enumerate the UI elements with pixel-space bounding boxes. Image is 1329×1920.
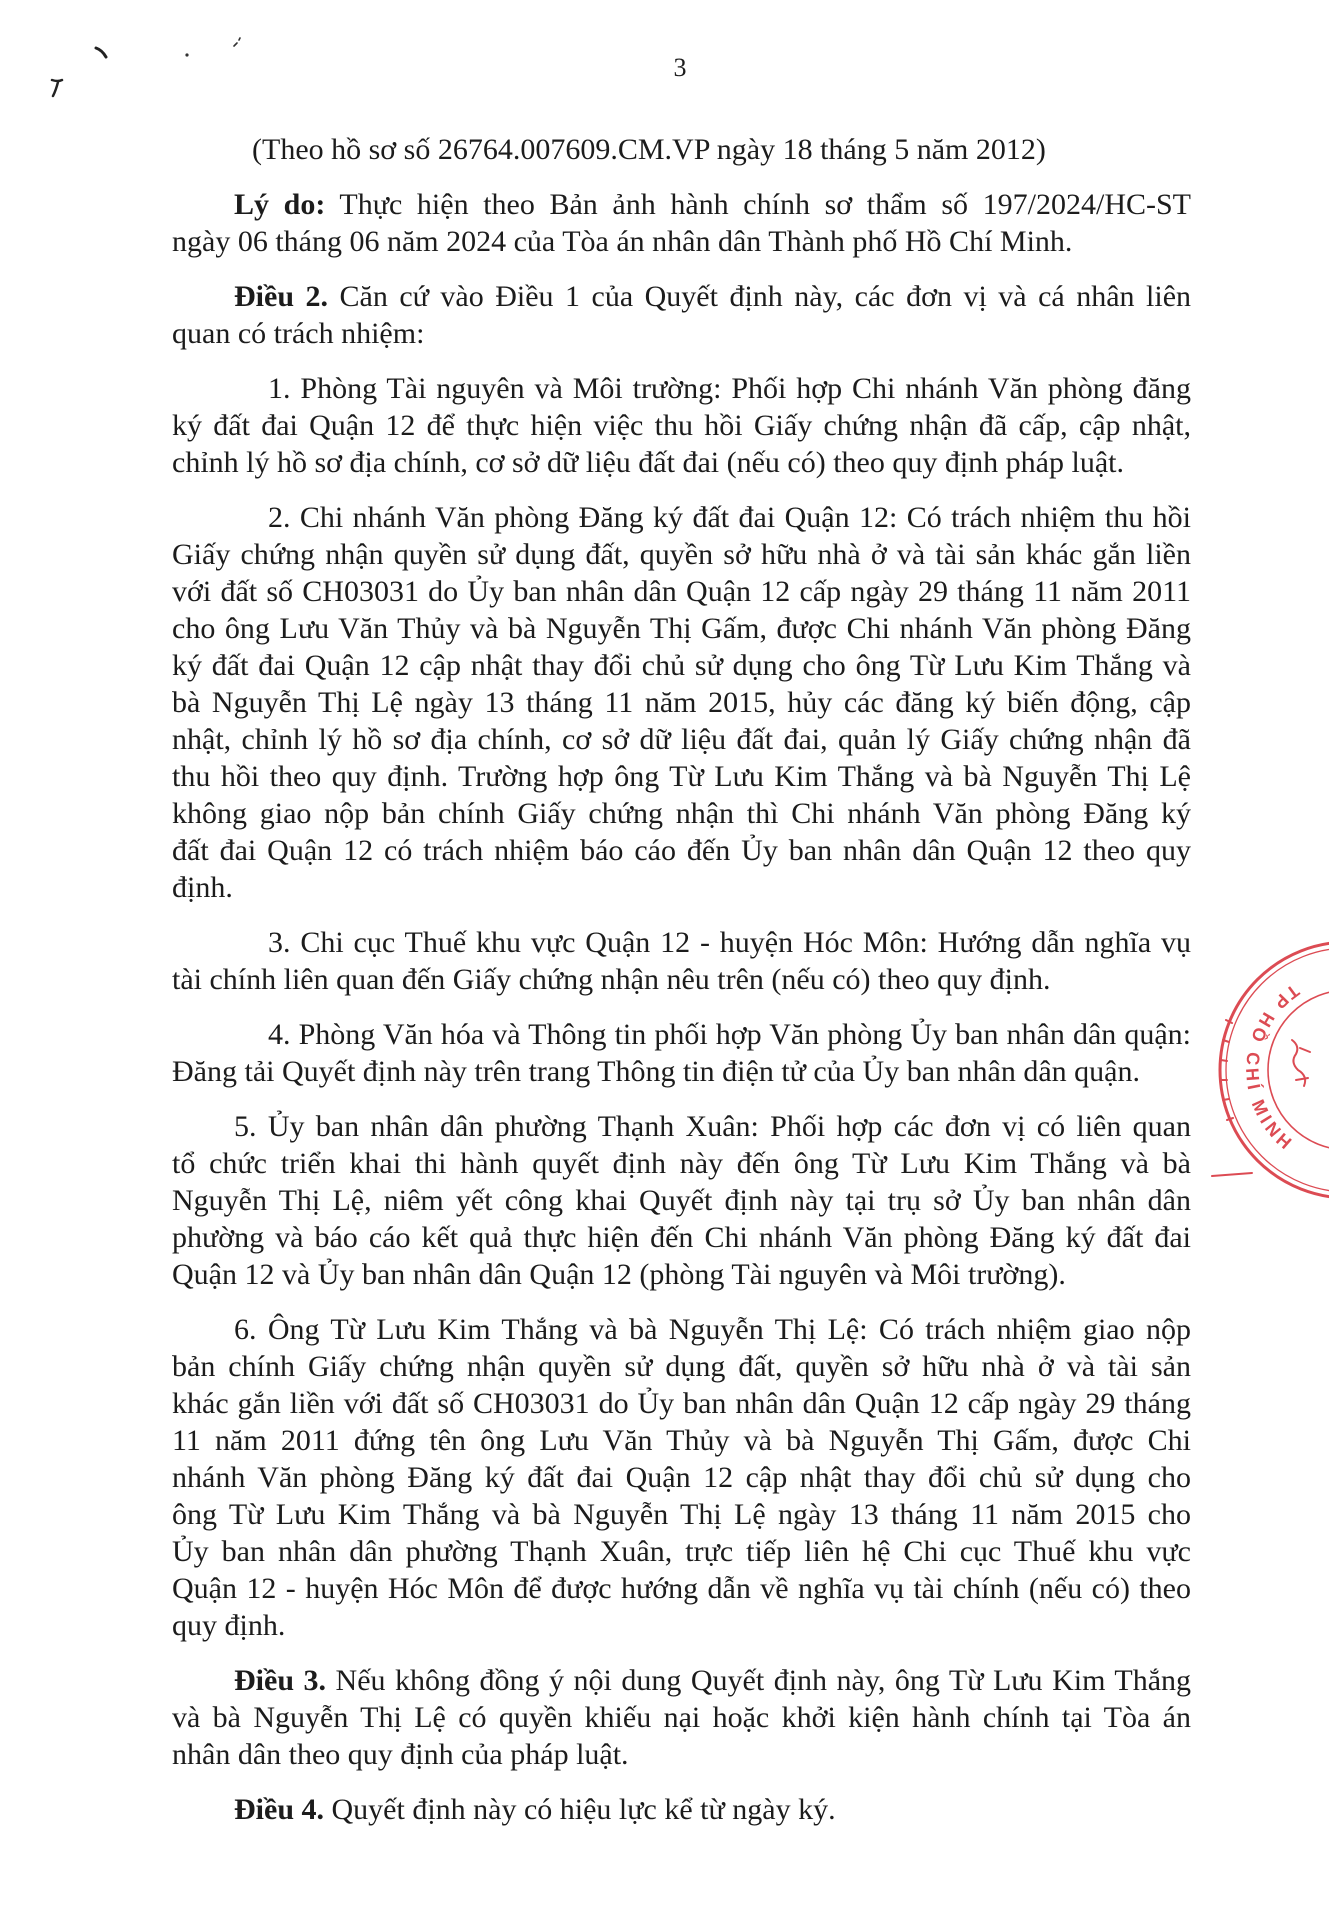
text-line: 1. Phòng Tài nguyên và Môi trường: Phối hợp Chi nhánh Văn phòng đăng [268,372,1191,405]
seal-lettering: TP HỒ CHÍ MINH [1241,980,1303,1156]
text-line: thu hồi theo quy định. Trường hợp ông Từ Lưu Kim Thắng và bà Nguyễn Thị Lệ [172,760,1191,793]
reason-paragraph [172,186,1191,260]
text-line: ký đất đai Quận 12 cập nhật thay đổi chủ sử dụng cho ông Từ Lưu Kim Thắng và [172,649,1191,682]
text-line: bà Nguyễn Thị Lệ ngày 13 tháng 11 năm 2015, hủy các đăng ký biến động, cập [172,686,1191,719]
clause-5 [172,1108,1191,1293]
clause-1 [172,370,1191,481]
text-line [172,1662,1191,1699]
text-line: 3. Chi cục Thuế khu vực Quận 12 - huyện Hóc Môn: Hướng dẫn nghĩa vụ [268,926,1191,959]
text-line: nhánh Văn phòng Đăng ký đất đai Quận 12 cập nhật thay đổi chủ sử dụng cho [172,1461,1191,1494]
text-line: quy định. [172,1609,286,1642]
text-line: ký đất đai Quận 12 để thực hiện việc thu hồi Giấy chứng nhận đã cấp, cập nhật, [172,409,1191,442]
seal-emblem [1292,1040,1310,1086]
text-line: tài chính liên quan đến Giấy chứng nhận nêu trên (nếu có) theo quy định. [172,963,1051,996]
seal-outer-ring [1220,942,1329,1198]
text-line: và bà Nguyễn Thị Lệ có quyền khiếu nại hoặc khởi kiện hành chính tại Tòa án [172,1701,1191,1734]
page-number: 3 [673,53,687,82]
article-heading: Điều 2. [234,280,328,313]
text-line: ngày 06 tháng 06 năm 2024 của Tòa án nhân dân Thành phố Hồ Chí Minh. [172,225,1073,258]
article-heading: Điều 4. [234,1793,324,1826]
reason-heading: Lý do: [234,188,326,221]
text-line: (Theo hồ sơ số 26764.007609.CM.VP ngày 18 tháng 5 năm 2012) [252,133,1046,166]
text-line: 2. Chi nhánh Văn phòng Đăng ký đất đai Quận 12: Có trách nhiệm thu hồi [268,501,1191,534]
seal-second-ring [1226,948,1329,1192]
source-note [172,131,1191,168]
text-line: Quận 12 - huyện Hóc Môn để được hướng dẫn về nghĩa vụ tài chính (nếu có) theo [172,1572,1191,1605]
article-3 [172,1662,1191,1773]
text-line: khác gắn liền với đất số CH03031 do Ủy ban nhân dân Quận 12 cấp ngày 29 tháng [172,1387,1191,1420]
text-line: quan có trách nhiệm: [172,317,425,350]
text-line-content: Nếu không đồng ý nội dung Quyết định này, ông Từ Lưu Kim Thắng [335,1664,1192,1697]
text-line: 5. Ủy ban nhân dân phường Thạnh Xuân: Phối hợp các đơn vị có liên quan [234,1110,1191,1143]
clause-3 [172,924,1191,998]
text-line-content: Quyết định này có hiệu lực kể từ ngày ký. [331,1793,836,1826]
text-line: Nguyễn Thị Lệ, niêm yết công khai Quyết định này tại trụ sở Ủy ban nhân dân [172,1184,1191,1217]
text-line: Đăng tải Quyết định này trên trang Thông tin điện tử của Ủy ban nhân dân quận. [172,1055,1140,1088]
article-heading: Điều 3. [234,1664,327,1697]
text-line: phường và báo cáo kết quả thực hiện đến Chi nhánh Văn phòng Đăng ký đất đai [172,1221,1191,1254]
text-line: không giao nộp bản chính Giấy chứng nhận thì Chi nhánh Văn phòng Đăng ký [172,797,1191,830]
text-line [172,278,1191,315]
text-line: bản chính Giấy chứng nhận quyền sử dụng đất, quyền sở hữu nhà ở và tài sản [172,1350,1191,1383]
text-line: 4. Phòng Văn hóa và Thông tin phối hợp Văn phòng Ủy ban nhân dân quận: [268,1018,1191,1051]
text-line-content: Thực hiện theo Bản ảnh hành chính sơ thẩm số 197/2024/HC-ST [339,188,1191,221]
text-line: Ủy ban nhân dân phường Thạnh Xuân, trực tiếp liên hệ Chi cục Thuế khu vực [172,1535,1191,1568]
text-line: cho ông Lưu Văn Thủy và bà Nguyễn Thị Gấm, được Chi nhánh Văn phòng Đăng [172,612,1191,645]
text-line: đất đai Quận 12 có trách nhiệm báo cáo đến Ủy ban nhân dân Quận 12 theo quy [172,834,1191,867]
scan-artifact-marks [40,30,260,100]
article-4 [172,1791,1191,1828]
text-line: nhân dân theo quy định của pháp luật. [172,1738,629,1771]
clause-2 [172,499,1191,906]
text-line: với đất số CH03031 do Ủy ban nhân dân Quận 12 cấp ngày 29 tháng 11 năm 2011 [172,575,1191,608]
text-line: tổ chức triển khai thi hành quyết định này đến ông Từ Lưu Kim Thắng và bà [172,1147,1191,1180]
text-line: nhật, chỉnh lý hồ sơ địa chính, cơ sở dữ liệu đất đai, quản lý Giấy chứng nhận đã [172,723,1191,756]
official-seal [1196,930,1329,1210]
text-line [172,186,1191,223]
text-line [172,1791,1191,1828]
text-line-content: Căn cứ vào Điều 1 của Quyết định này, các đơn vị và cá nhân liên [339,280,1192,313]
text-line: ông Từ Lưu Kim Thắng và bà Nguyễn Thị Lệ ngày 13 tháng 11 năm 2015 cho [172,1498,1191,1531]
text-line: Quận 12 và Ủy ban nhân dân Quận 12 (phòng Tài nguyên và Môi trường). [172,1258,1066,1291]
text-line: 6. Ông Từ Lưu Kim Thắng và bà Nguyễn Thị Lệ: Có trách nhiệm giao nộp [234,1313,1191,1346]
text-line: 11 năm 2011 đứng tên ông Lưu Văn Thủy và bà Nguyễn Thị Gấm, được Chi [172,1424,1191,1457]
text-line: Giấy chứng nhận quyền sử dụng đất, quyền sở hữu nhà ở và tài sản khác gắn liền [172,538,1191,571]
document-body [172,131,1191,1828]
clause-4 [172,1016,1191,1090]
clause-6 [172,1311,1191,1644]
article-2 [172,278,1191,352]
text-line: định. [172,871,233,904]
text-line: chỉnh lý hồ sơ địa chính, cơ sở dữ liệu đất đai (nếu có) theo quy định pháp luật. [172,446,1124,479]
